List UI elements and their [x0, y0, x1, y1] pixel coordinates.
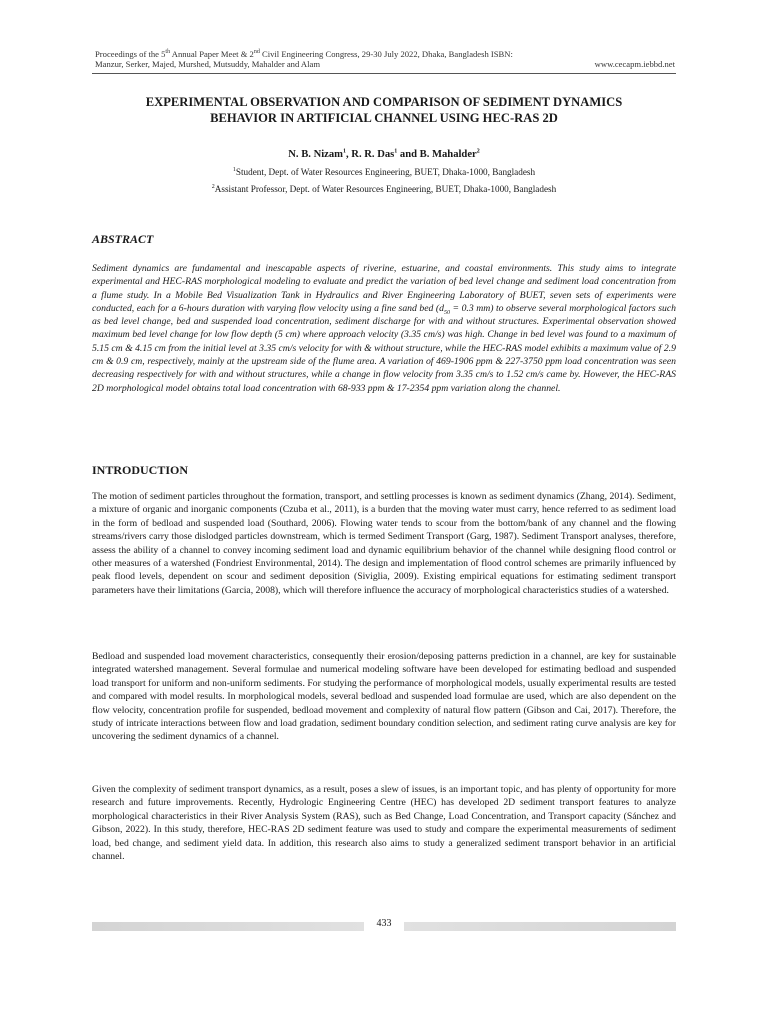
running-header — [95, 49, 675, 69]
abstract-heading: ABSTRACT — [92, 232, 154, 246]
proceedings-info: Proceedings of the 5th Annual Paper Meet & 2nd Civil Engineering Congress, 29-30 July 2022, Dhaka, Bangladesh ISBN: — [95, 49, 513, 59]
running-header-line-2 — [95, 59, 675, 69]
paper-title-line-2: BEHAVIOR IN ARTIFICIAL CHANNEL USING HEC-RAS 2D — [210, 111, 558, 125]
header-website-link[interactable]: www.cecapm.iebbd.net — [594, 59, 675, 69]
header-author-list: Manzur, Serker, Majed, Murshed, Mutsuddy, Mahalder and Alam — [95, 59, 321, 69]
intro-paragraph-2: Bedload and suspended load movement characteristics, consequently their erosion/deposing patterns prediction in a channel, are key for sustainable integrated watershed management. Several formulae and numerical modeling software have been developed for estimating bedload and suspended load transport for uniform and non-uniform sediments. For studying the performance of morphological models, usually experimental results are tested and compared with model results. In morphological models, several bedload and suspended load formulae are used, which are also dependent on the flow velocity, concentration profile for suspended, bedload movement and complexity of natural flow pattern (Gibson and Cai, 2017). Therefore, the study of intricate interactions between flow and load gradation, sediment boundary condition selection, and sediment rating curve analysis are key for uncovering the sediment dynamics of a channel. — [92, 651, 676, 743]
author-2: , R. R. Das — [346, 149, 395, 160]
running-header-line-1 — [95, 49, 675, 59]
author-3: and B. Mahalder — [397, 149, 477, 160]
intro-paragraph-3: Given the complexity of sediment transport dynamics, as a result, poses a slew of issues, is an important topic, and has plenty of opportunity for more research and future improvements. Recently, Hydrologic Engineering Centre (HEC) has developed 2D sediment transport features to analyze morphological characteristics in their River Analysis System (RAS), such as Bed Change, Load Concentration, and Transport capacity (Sánchez and Gibson, 2022). In this study, therefore, HEC-RAS 2D sediment feature was used to study and compare the experimental measurements of sediment load, bed change, and sediment yield data. In addition, this research also aims to study a generalized sediment transport behavior in an artificial channel. — [92, 784, 676, 863]
header-divider — [92, 73, 676, 74]
introduction-heading: INTRODUCTION — [92, 463, 189, 477]
intro-paragraph-1: The motion of sediment particles throughout the formation, transport, and settling processes is known as sediment dynamics (Zhang, 2014). Sediment, a mixture of organic and inorganic components (Czuba et al., 2011), is a burden that the moving water must carry, hence referred to as sediment load in the form of bedload and suspended load (Southard, 2006). Flowing water tends to scour from the bottom/bank of any channel and the flowing streams/rivers carry those dislodged particles downstream, which is termed Sediment Transport (Garg, 1987). Sediment Transport analyses, therefore, assess the ability of a channel to convey incoming sediment load and dynamic equilibrium behavior of the channel while designing flood control or other measures of a watershed (Fondriest Environmental, 2014). The design and implementation of flood control schemes are primarily influenced by peak flood levels, dependent on scour and sediment deposition (Siviglia, 2009). Existing empirical equations for estimating sediment transport parameters have their limitations (Garcia, 2008), which will therefore influence the accuracy of morphological characteristics studies of a watershed. — [92, 491, 676, 596]
author-line: N. B. Nizam$^1$, R. R. Das$^1$ and B. Mahalder$^2$ — [288, 148, 480, 160]
author-1: N. B. Nizam — [288, 149, 343, 160]
paper-title — [92, 94, 676, 126]
paper-title-line-1: EXPERIMENTAL OBSERVATION AND COMPARISON OF SEDIMENT DYNAMICS — [145, 95, 623, 109]
affiliation-1: $^1$Student, Dept. of Water Resources Engineering, BUET, Dhaka-1000, Bangladesh — [232, 166, 536, 177]
page-number: 433 — [364, 917, 404, 931]
affiliation-2: $^2$Assistant Professor, Dept. of Water Resources Engineering, BUET, Dhaka-1000, Bangladesh — [211, 183, 557, 194]
abstract-text: Sediment dynamics are fundamental and inescapable aspects of riverine, estuarine, and coastal environments. This study aims to integrate experimental and HEC-RAS morphological modeling to evaluate and predict the variation of bed level change and sediment load concentration from a flume study. In a Mobile Bed Visualization Tank in Hydraulics and River Engineering Laboratory of BUET, seven sets of experiments were conducted, each for a 6-hours duration with varying flow velocity using a fine sand bed ($d_{50} = 0.3$ mm) to observe several morphological factors such as bed level change, bed and suspended load concentration, sediment discharge for with and without structures. Experimental observation showed maximum bed level change for low flow depth (5 cm) where approach velocity (3.35 cm/s) was high. Change in bed level was found to a maximum of 5.15 cm & 4.15 cm from the initial level at 3.35 cm/s velocity for with & without structure, while the HEC-RAS model exhibits a maximum value of 2.9 cm & 0.9 cm, respectively, mainly at the upstream side of the flume area. A variation of 469-1906 ppm & 227-3750 ppm load concentration was seen decreasing respectively for with and without structures, while a change in flow velocity from 3.35 cm/s to 1.52 cm/s came by. However, the HEC-RAS 2D morphological model obtains total load concentration with 68-933 ppm & 17-2354 ppm variation along the channel. — [92, 263, 676, 394]
